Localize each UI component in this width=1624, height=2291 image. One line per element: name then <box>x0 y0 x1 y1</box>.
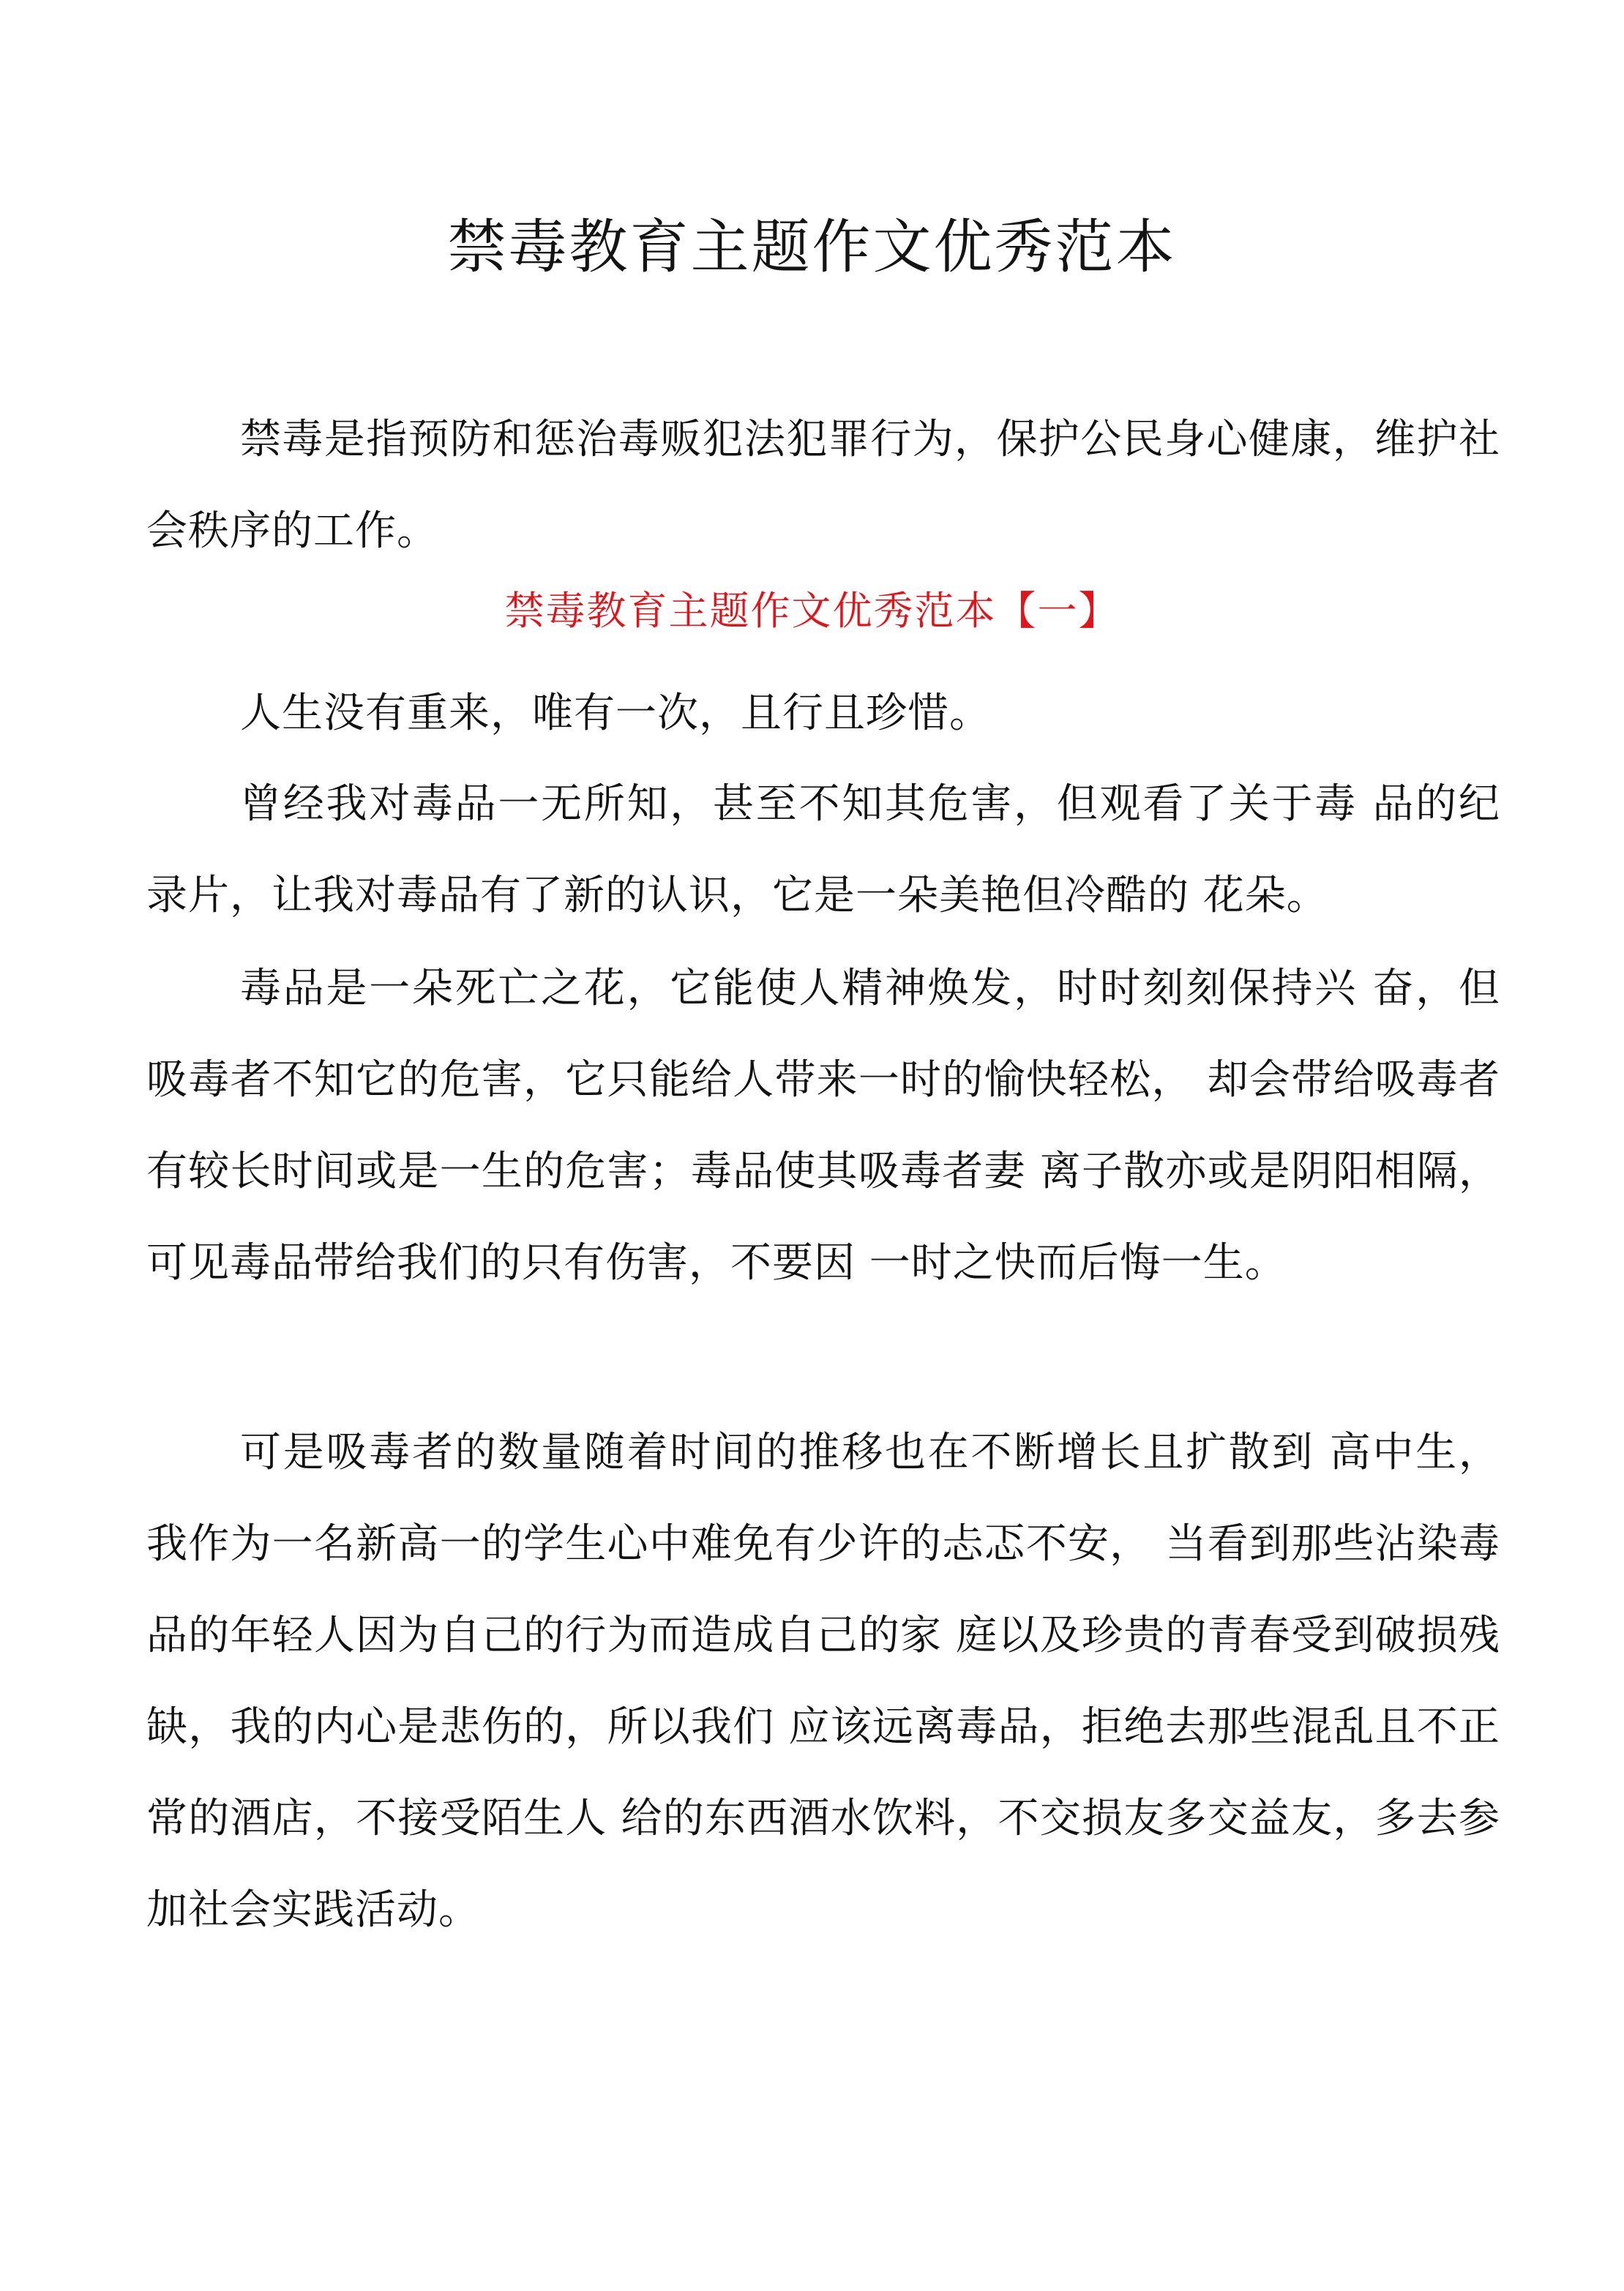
paragraph-1: 人生没有重来，唯有一次，且行且珍惜。 <box>240 689 991 737</box>
paragraph-4: 可是吸毒者的数量随着时间的推移也在不断增长且扩散到 高中生，我作为一名新高一的学生心中难免有少许的忐忑不安， 当看到那些沾染毒品的年轻人因为自己的行为而造成自己的家 庭以及珍贵的青春受到破损残缺，我的内心是悲伤的，所以我们 应该远离毒品，拒绝去那些混乱且不正常的酒店，不接受陌生人 给的东西酒水饮料，不交损友多交益友，多去参加社会实践活动。 <box>146 1429 1500 1934</box>
section-heading: 禁毒教育主题作文优秀范本【一】 <box>504 588 1120 634</box>
intro-paragraph: 禁毒是指预防和惩治毒贩犯法犯罪行为，保护公民身心健康，维护社会秩序的工作。 <box>146 416 1500 555</box>
paragraph-3: 毒品是一朵死亡之花，它能使人精神焕发，时时刻刻保持兴 奋，但吸毒者不知它的危害，它只能给人带来一时的愉快轻松， 却会带给吸毒者有较长时间或是一生的危害；毒品使其吸毒者妻 离子散亦或是阴阳相隔，可见毒品带给我们的只有伤害，不要因 一时之快而后悔一生。 <box>146 965 1500 1287</box>
document-title: 禁毒教育主题作文优秀范本 <box>447 213 1177 281</box>
paragraph-2: 曾经我对毒品一无所知，甚至不知其危害，但观看了关于毒 品的纪录片，让我对毒品有了新的认识，它是一朵美艳但冷酷的 花朵。 <box>146 780 1500 919</box>
